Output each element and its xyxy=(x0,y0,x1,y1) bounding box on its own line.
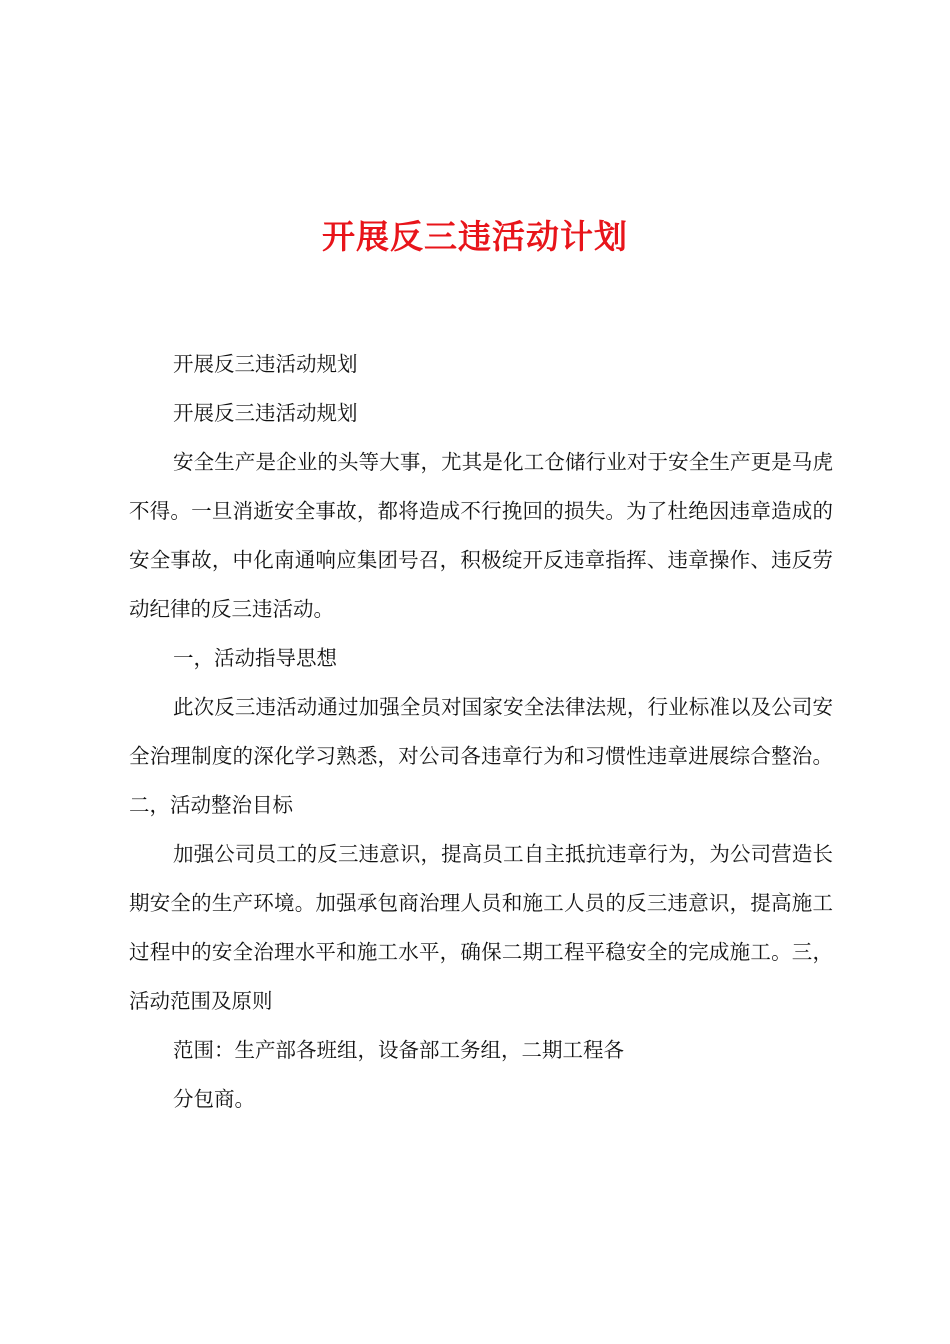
paragraph: 范围：生产部各班组，设备部工务组，二期工程各 xyxy=(173,1038,624,1062)
paragraph: 安全生产是企业的头等大事，尤其是化工仓储行业对于安全生产更是马虎不得。一旦消逝安全事故，都将造成不行挽回的损失。为了杜绝因违章造成的安全事故，中化南通响应集团号召，积极绽开反违章指挥、违章操作、违反劳动纪律的反三违活动。 xyxy=(129,450,833,621)
paragraph: 开展反三违活动规划 xyxy=(173,401,358,425)
paragraph: 分包商。 xyxy=(173,1087,255,1111)
document-title: 开展反三违活动计划 xyxy=(322,217,628,256)
paragraph: 此次反三违活动通过加强全员对国家安全法律法规，行业标准以及公司安全治理制度的深化学习熟悉，对公司各违章行为和习惯性违章进展综合整治。二，活动整治目标 xyxy=(129,695,833,817)
paragraph: 开展反三违活动规划 xyxy=(173,352,358,376)
paragraph: 加强公司员工的反三违意识，提高员工自主抵抗违章行为，为公司营造长期安全的生产环境。加强承包商治理人员和施工人员的反三违意识，提高施工过程中的安全治理水平和施工水平，确保二期工程平稳安全的完成施工。三，活动范围及原则 xyxy=(129,842,833,1013)
document-body xyxy=(129,340,833,1124)
section-heading: 一，活动指导思想 xyxy=(173,646,337,670)
